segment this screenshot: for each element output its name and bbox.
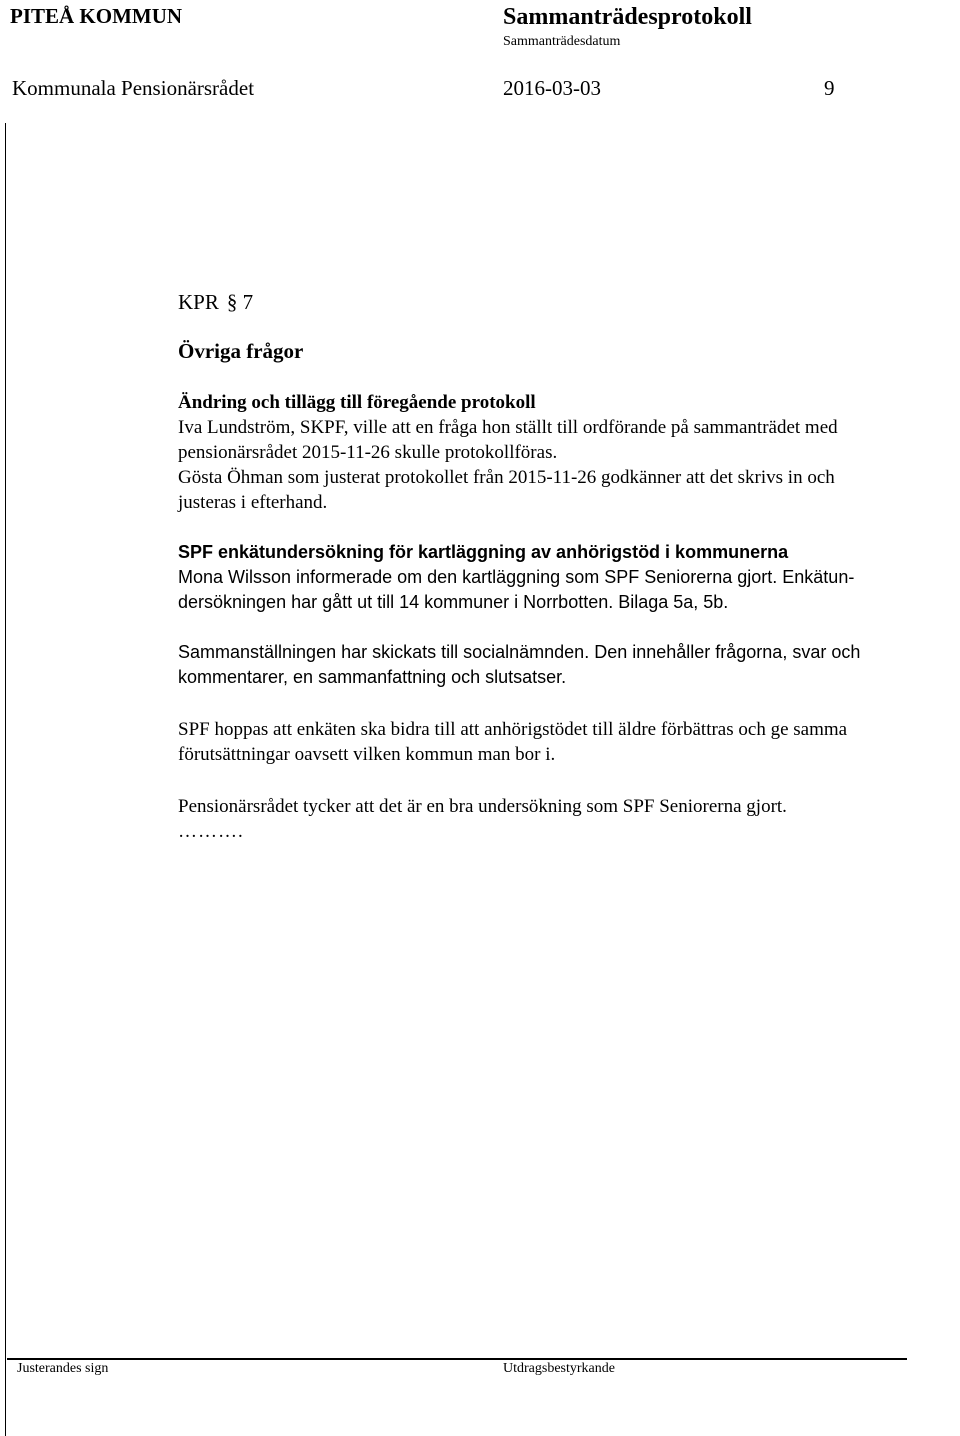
text-line: Gösta Öhman som justerat protokollet från 2015-11-26 godkänner att det skrivs in och: [178, 467, 835, 488]
text-line: förutsättningar oavsett vilken kommun man bor i.: [178, 744, 556, 765]
footer-rule: [7, 1358, 907, 1360]
text-line: SPF hoppas att enkäten ska bidra till att anhörigstödet till äldre förbättras och ge samma: [178, 719, 848, 740]
text-line: Mona Wilsson informerade om den kartläggning som SPF Seniorerna gjort. Enkätun-: [178, 567, 855, 587]
signature-label: Justerandes sign: [17, 1361, 109, 1376]
council-name: Kommunala Pensionärsrådet: [12, 76, 255, 100]
text-line: pensionärsrådet 2015-11-26 skulle protokollföras.: [178, 442, 558, 463]
text-line: kommentarer, en sammanfattning och slutsatser.: [178, 667, 567, 687]
item-heading: SPF enkätundersökning för kartläggning av anhörigstöd i kommunerna: [178, 542, 789, 562]
text-line: Pensionärsrådet tycker att det är en bra undersökning som SPF Seniorerna gjort.: [178, 796, 787, 817]
section-identifier: KPR § 7: [178, 290, 254, 314]
item-survey: [178, 540, 960, 690]
item-protocol-amendment: [178, 390, 960, 515]
item-conclusion: [178, 717, 960, 844]
left-margin-rule: [5, 123, 6, 1436]
document-type: Sammanträdesprotokoll: [503, 4, 752, 30]
text-line: Iva Lundström, SKPF, ville att en fråga hon ställt till ordförande på sammanträdet med: [178, 417, 838, 438]
text-line: Sammanställningen har skickats till socialnämnden. Den innehåller frågorna, svar och: [178, 642, 861, 662]
section-prefix: KPR: [178, 290, 219, 314]
meeting-date-label: Sammanträdesdatum: [503, 34, 621, 49]
organization-name: PITEÅ KOMMUN: [10, 4, 183, 28]
page-number: 9: [824, 76, 835, 100]
section-title: Övriga frågor: [178, 339, 304, 363]
extract-certification-label: Utdragsbestyrkande: [503, 1361, 615, 1376]
section-number: 7: [242, 290, 254, 314]
text-line: justeras i efterhand.: [178, 492, 328, 513]
text-line: dersökningen har gått ut till 14 kommuner i Norrbotten. Bilaga 5a, 5b.: [178, 592, 729, 612]
protocol-body: [178, 290, 960, 844]
ellipsis-marker: ……….: [178, 821, 244, 842]
meeting-date: 2016-03-03: [503, 76, 601, 100]
item-heading: Ändring och tillägg till föregående protokoll: [178, 392, 536, 413]
